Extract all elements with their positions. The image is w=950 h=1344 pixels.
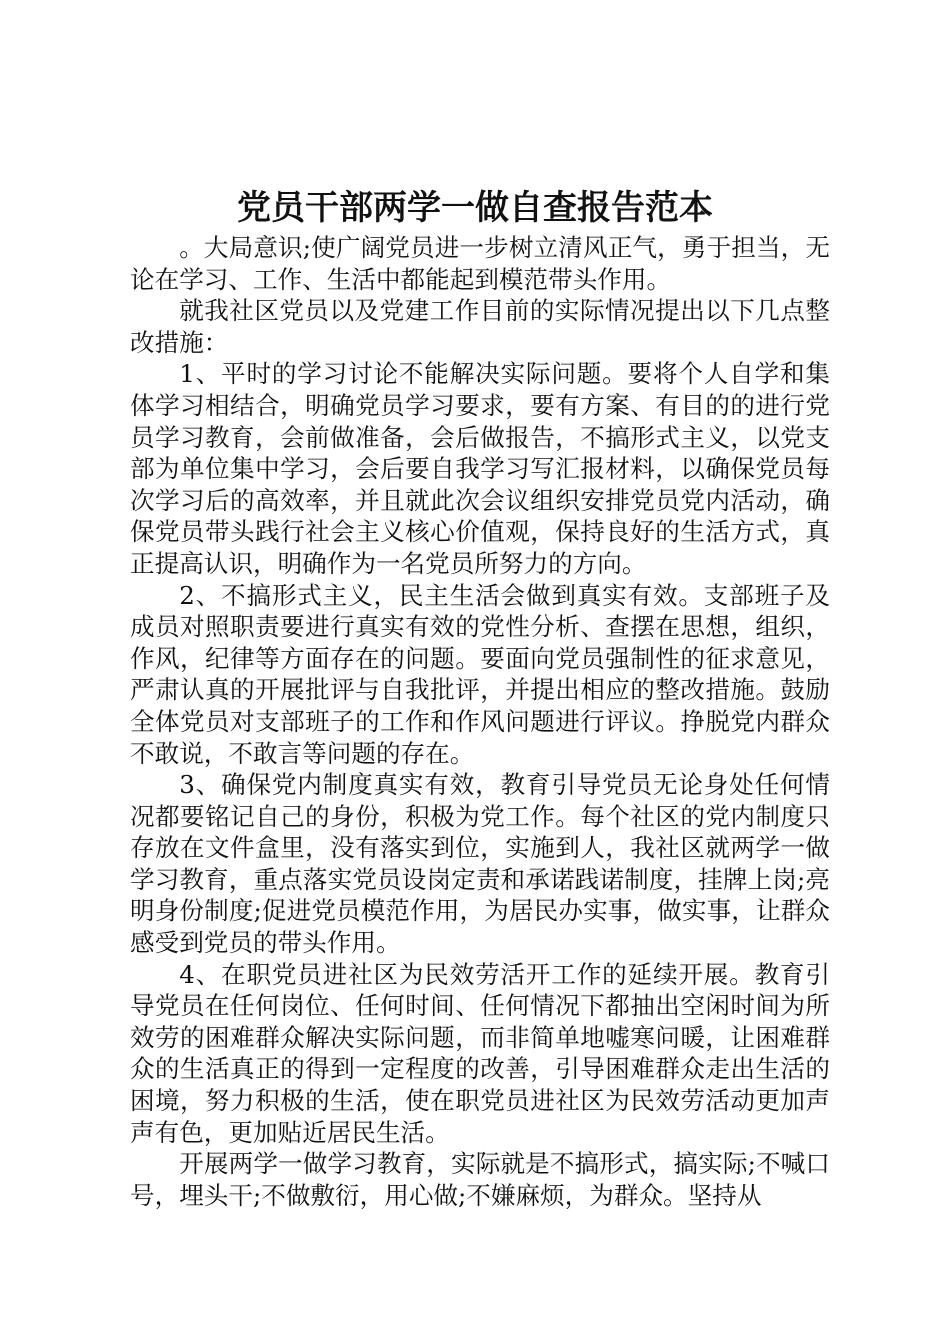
document-body <box>130 232 830 1211</box>
paragraph-item-2: 2、不搞形式主义，民主生活会做到真实有效。支部班子及成员对照职责要进行真实有效的党性分析、查摆在思想，组织，作风，纪律等方面存在的问题。要面向党员强制性的征求意见，严肃认真的开展批评与自我批评，并提出相应的整改措施。鼓励全体党员对支部班子的工作和作风问题进行评议。挣脱党内群众不敢说，不敢言等问题的存在。 <box>130 580 830 768</box>
paragraph-item-3: 3、确保党内制度真实有效，教育引导党员无论身处任何情况都要铭记自己的身份，积极为党工作。每个社区的党内制度只存放在文件盒里，没有落实到位，实施到人，我社区就两学一做学习教育，重点落实党员设岗定责和承诺践诺制度，挂牌上岗;亮明身份制度;促进党员模范作用，为居民办实事，做实事，让群众感受到党员的带头作用。 <box>130 770 830 958</box>
paragraph-measures-lead: 就我社区党员以及党建工作目前的实际情况提出以下几点整改措施： <box>130 296 830 357</box>
page-title: 党员干部两学一做自查报告范本 <box>237 188 713 228</box>
paragraph-item-4: 4、在职党员进社区为民效劳活开工作的延续开展。教育引导党员在任何岗位、任何时间、任何情况下都抽出空闲时间为所效劳的困难群众解决实际问题，而非简单地嘘寒问暖，让困难群众的生活真正的得到一定程度的改善，引导困难群众走出生活的困境，努力积极的生活，使在职党员进社区为民效劳活动更加声声有色，更加贴近居民生活。 <box>130 959 830 1147</box>
paragraph-intro: 。大局意识;使广阔党员进一步树立清风正气，勇于担当，无论在学习、工作、生活中都能起到模范带头作用。 <box>130 233 830 294</box>
paragraph-item-1: 1、平时的学习讨论不能解决实际问题。要将个人自学和集体学习相结合，明确党员学习要求，要有方案、有目的的进行党员学习教育，会前做准备，会后做报告，不搞形式主义，以党支部为单位集中学习，会后要自我学习写汇报材料，以确保党员每次学习后的高效率，并且就此次会议组织安排党员党内活动，确保党员带头践行社会主义核心价值观，保持良好的生活方式，真正提高认识，明确作为一名党员所努力的方向。 <box>130 359 830 578</box>
paragraph-closing: 开展两学一做学习教育，实际就是不搞形式，搞实际;不喊口号，埋头干;不做敷衍，用心做;不嫌麻烦，为群众。坚持从 <box>130 1149 830 1210</box>
